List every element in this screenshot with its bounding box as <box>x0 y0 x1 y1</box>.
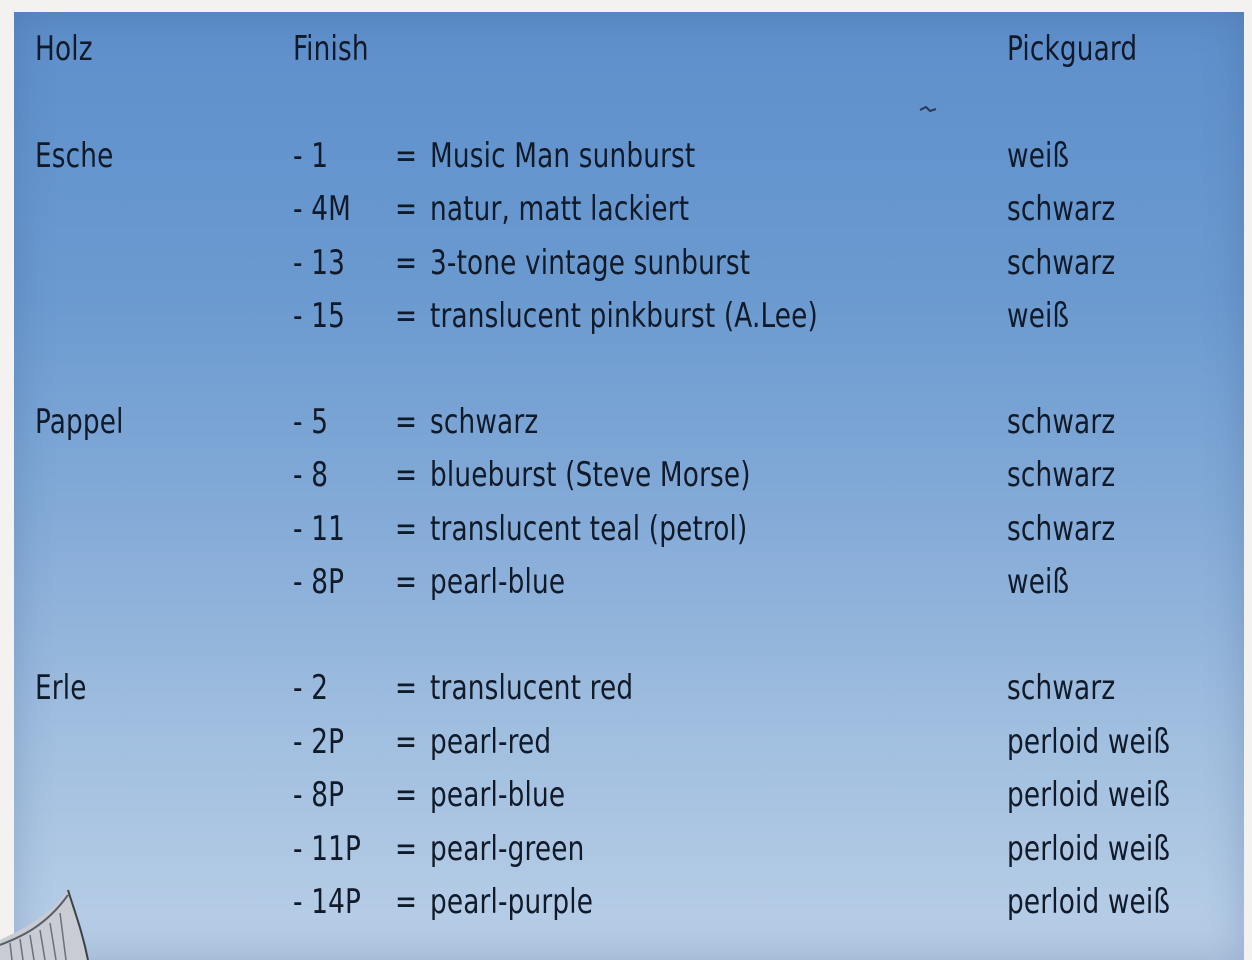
header-finish: Finish <box>293 29 369 69</box>
finish-name: pearl-green <box>430 829 585 869</box>
finish-name: translucent teal (petrol) <box>430 509 748 549</box>
equals-sign: = <box>395 882 418 922</box>
finish-code: - 1 <box>293 136 329 176</box>
equals-sign: = <box>395 296 418 336</box>
equals-sign: = <box>395 189 418 229</box>
finish-name: translucent red <box>430 668 634 708</box>
equals-sign: = <box>395 829 418 869</box>
pickguard-value: weiß <box>1007 562 1070 602</box>
pickguard-value: weiß <box>1007 296 1070 336</box>
finish-name: pearl-purple <box>430 882 594 922</box>
pickguard-value: perloid weiß <box>1007 722 1171 762</box>
equals-sign: = <box>395 136 418 176</box>
scan-speck-icon <box>918 104 938 116</box>
finish-code: - 5 <box>293 402 329 442</box>
equals-sign: = <box>395 775 418 815</box>
finish-code: - 8P <box>293 562 345 602</box>
finish-code: - 15 <box>293 296 346 336</box>
finish-code: - 8 <box>293 455 329 495</box>
finish-name: Music Man sunburst <box>430 136 696 176</box>
pickguard-value: weiß <box>1007 136 1070 176</box>
finish-name: blueburst (Steve Morse) <box>430 455 751 495</box>
header-holz: Holz <box>35 29 93 69</box>
header-pickguard: Pickguard <box>1007 29 1138 69</box>
equals-sign: = <box>395 509 418 549</box>
pickguard-value: schwarz <box>1007 189 1116 229</box>
pickguard-value: schwarz <box>1007 455 1116 495</box>
finish-name: schwarz <box>430 402 539 442</box>
equals-sign: = <box>395 668 418 708</box>
finish-name: natur, matt lackiert <box>430 189 690 229</box>
equals-sign: = <box>395 722 418 762</box>
equals-sign: = <box>395 402 418 442</box>
finish-code: - 4M <box>293 189 351 229</box>
finish-code: - 2P <box>293 722 345 762</box>
finish-code: - 11P <box>293 829 362 869</box>
finish-code: - 14P <box>293 882 362 922</box>
pickguard-value: schwarz <box>1007 668 1116 708</box>
finish-name: pearl-blue <box>430 562 566 602</box>
finish-code: - 13 <box>293 243 346 283</box>
pickguard-value: perloid weiß <box>1007 829 1171 869</box>
fin-decoration-icon <box>0 885 90 960</box>
equals-sign: = <box>395 562 418 602</box>
finish-name: 3-tone vintage sunburst <box>430 243 751 283</box>
pickguard-value: schwarz <box>1007 402 1116 442</box>
pickguard-value: perloid weiß <box>1007 882 1171 922</box>
wood-label: Pappel <box>35 402 124 442</box>
finish-code: - 2 <box>293 668 329 708</box>
pickguard-value: schwarz <box>1007 509 1116 549</box>
wood-label: Erle <box>35 668 87 708</box>
pickguard-value: perloid weiß <box>1007 775 1171 815</box>
finish-name: pearl-blue <box>430 775 566 815</box>
finish-name: translucent pinkburst (A.Lee) <box>430 296 818 336</box>
finish-name: pearl-red <box>430 722 552 762</box>
finish-code: - 8P <box>293 775 345 815</box>
equals-sign: = <box>395 243 418 283</box>
wood-label: Esche <box>35 136 114 176</box>
finish-code: - 11 <box>293 509 346 549</box>
equals-sign: = <box>395 455 418 495</box>
pickguard-value: schwarz <box>1007 243 1116 283</box>
